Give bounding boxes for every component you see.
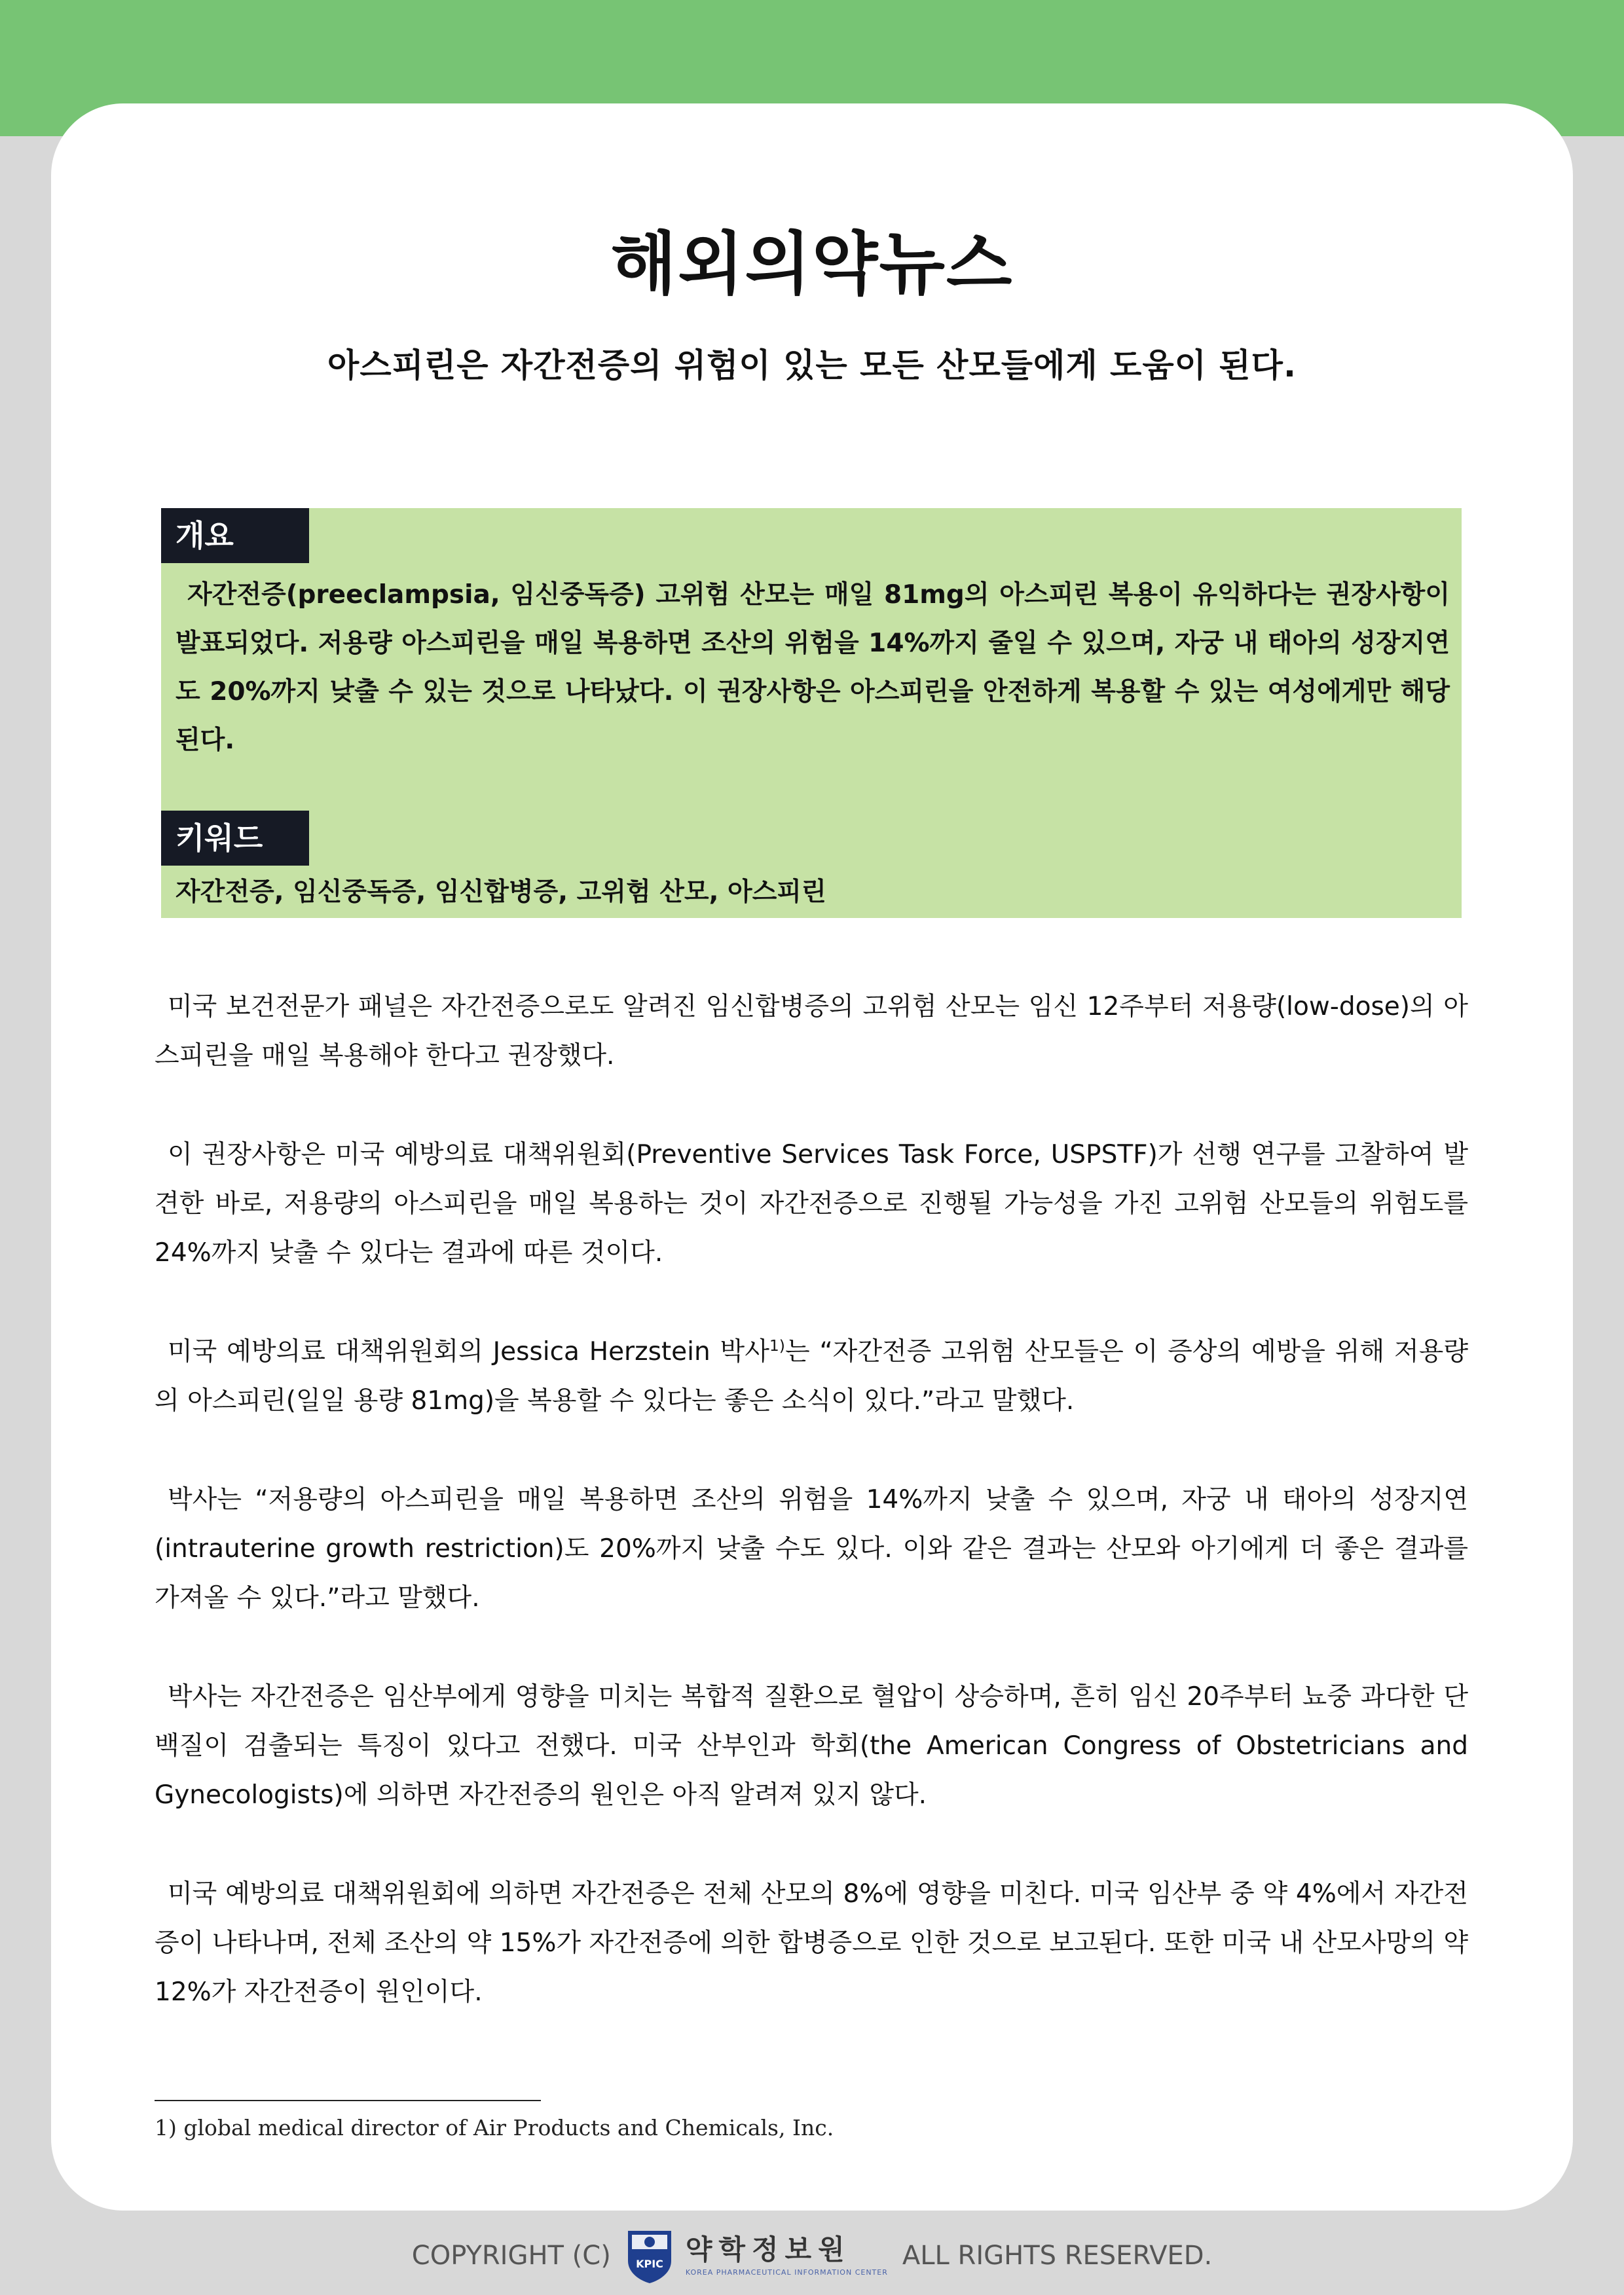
overview-label: 개요 xyxy=(161,508,309,563)
keywords-text: 자간전증, 임신중독증, 임신합병증, 고위험 산모, 아스피린 xyxy=(175,877,826,907)
body-paragraph-5: 박사는 자간전증은 임산부에게 영향을 미치는 복합적 질환으로 혈압이 상승하며, 흔히 임신 20주부터 뇨중 과다한 단백질이 검출되는 특징이 있다고 전했다. 미국 산부인과 학회(the American Congress of Obstetricians and Gynecologists)에 의하면 자간전증의 원인은 아직 알려져 있지 않다. xyxy=(155,1682,1468,1810)
paragraph-3-rest: 는 “자간전증 고위험 산모들은 이 증상의 예방을 위해 저용량의 아스피린(일일 용량 81mg)을 복용할 수 있다는 좋은 소식이 있다.”라고 말했다. xyxy=(155,1337,1469,1416)
rights-text: ALL RIGHTS RESERVED. xyxy=(902,2241,1213,2271)
article-headline: 아스피린은 자간전증의 위험이 있는 모든 산모들에게 도움이 된다. xyxy=(327,346,1297,384)
body-paragraph-6: 미국 예방의료 대책위원회에 의하면 자간전증은 전체 산모의 8%에 영향을 미친다. 미국 임산부 중 약 4%에서 자간전증이 나타나며, 전체 조산의 약 15%가 자간전증에 의한 합병증으로 인한 것으로 보고된다. 또한 미국 내 산모사망의 약 12%가 자간전증이 원인이다. xyxy=(155,1879,1468,2007)
body-paragraph-4: 박사는 “저용량의 아스피린을 매일 복용하면 조산의 위험을 14%까지 낮출 수 있으며, 자궁 내 태아의 성장지연(intrauterine growth restriction)도 20%까지 낮출 수도 있다. 이와 같은 결과는 산모와 아기에게 더 좋은 결과를 가져올 수 있다.”라고 말했다. xyxy=(155,1485,1468,1613)
body-paragraph-1: 미국 보건전문가 패널은 자간전증으로도 알려진 임신합병증의 고위험 산모는 임신 12주부터 저용량(low-dose)의 아스피린을 매일 복용해야 한다고 권장했다. xyxy=(155,992,1468,1071)
org-name-english: KOREA PHARMACEUTICAL INFORMATION CENTER xyxy=(685,2267,888,2277)
org-names xyxy=(685,2233,888,2277)
kpic-shield-icon xyxy=(625,2227,674,2285)
article-body xyxy=(155,982,1468,2066)
summary-box xyxy=(161,508,1462,918)
footnote-reference: 1) xyxy=(769,1336,785,1355)
keywords-label: 키워드 xyxy=(161,811,309,866)
page-title: 해외의약뉴스 xyxy=(610,224,1014,304)
logo-text: KPIC xyxy=(635,2258,663,2270)
footnote: 1) global medical director of Air Products and Chemicals, Inc. xyxy=(155,2115,834,2140)
body-paragraph-2: 이 권장사항은 미국 예방의료 대책위원회(Preventive Services Task Force, USPSTF)가 선행 연구를 고찰하여 발견한 바로, 저용량의 아스피린을 매일 복용하는 것이 자간전증으로 진행될 가능성을 가진 고위험 산모들의 위험도를 24%까지 낮출 수 있다는 결과에 따른 것이다. xyxy=(155,1140,1468,1268)
overview-text: 자간전증(preeclampsia, 임신중독증) 고위험 산모는 매일 81mg의 아스피린 복용이 유익하다는 권장사항이 발표되었다. 저용량 아스피린을 매일 복용하면 조산의 위험을 14%까지 줄일 수 있으며, 자궁 내 태아의 성장지연도 20%까지 낮출 수 있는 것으로 나타났다. 이 권장사항은 아스피린을 안전하게 복용할 수 있는 여성에게만 해당된다. xyxy=(175,580,1450,755)
paragraph-3-lead: 미국 예방의료 대책위원회의 Jessica Herzstein 박사 xyxy=(168,1337,769,1367)
org-brand xyxy=(625,2227,888,2285)
footnote-divider xyxy=(155,2100,541,2101)
org-name-korean: 약학정보원 xyxy=(685,2233,851,2266)
body-paragraph-3 xyxy=(155,1327,1468,1425)
footer xyxy=(0,2230,1624,2282)
copyright-text: COPYRIGHT (C) xyxy=(411,2241,611,2271)
